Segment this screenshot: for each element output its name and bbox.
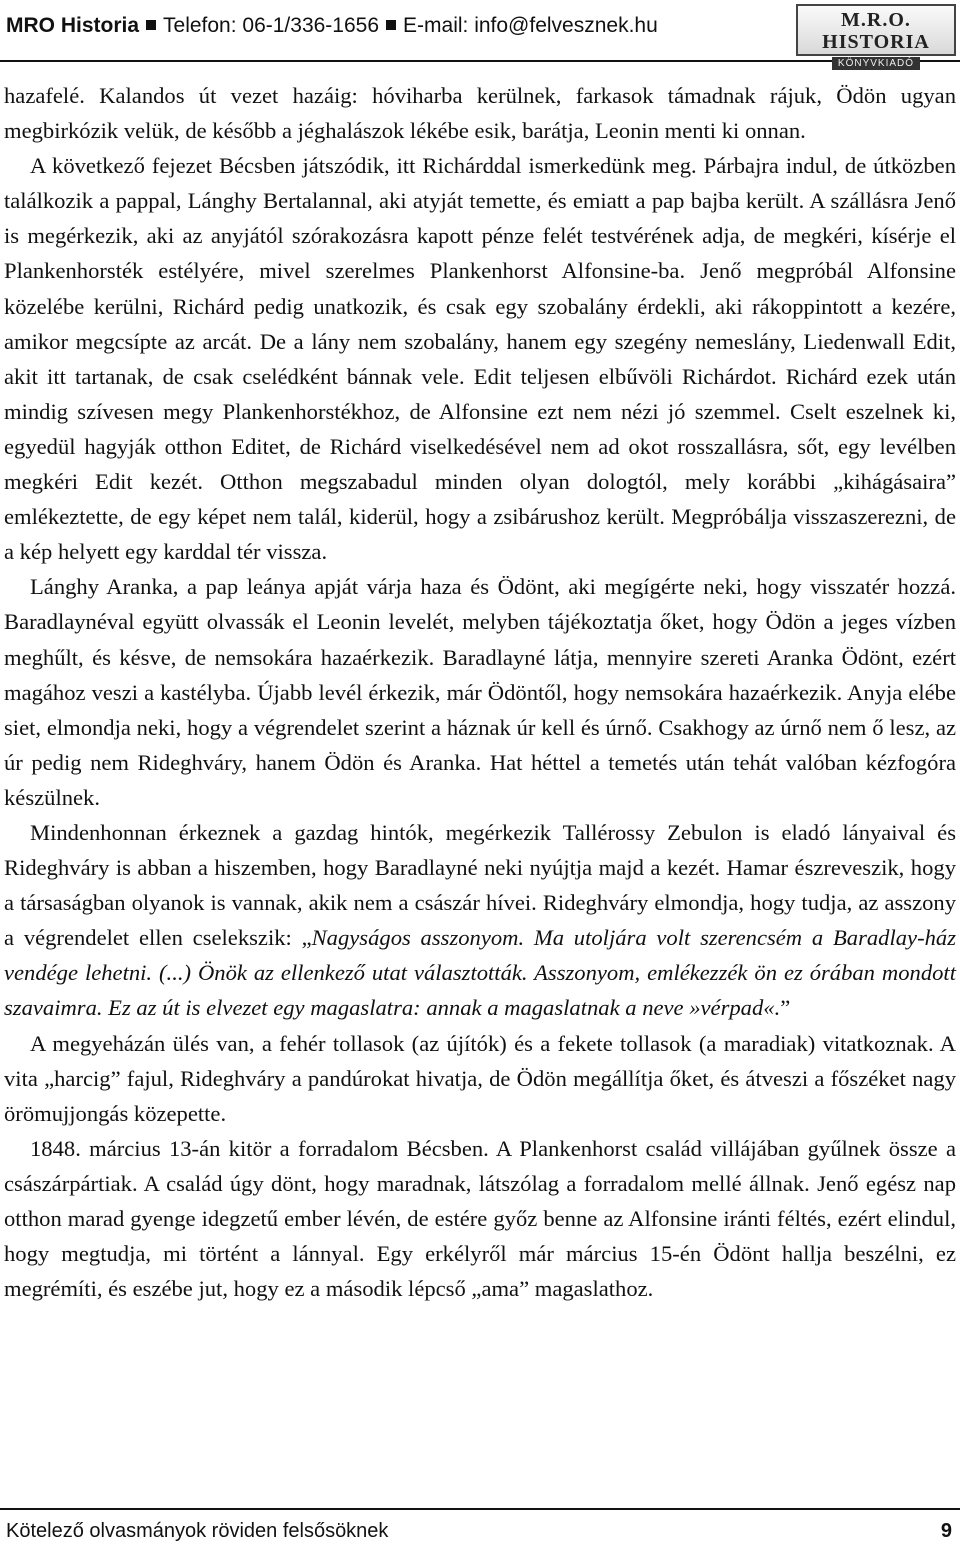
publisher-email: E-mail: info@felvesznek.hu	[403, 14, 658, 37]
paragraph-4-closing-quote: ”	[780, 995, 791, 1021]
paragraph-3: Lánghy Aranka, a pap leánya apját várja haza és Ödönt, aki megígérte neki, hogy visszatér hozzá. Baradlaynéval együtt olvassák el Leonin levelét, melyben tájékoztatja őket, hogy Ödön a jeges vízben meghűlt, és késve, de nemsokára hazaérkezik. Baradlayné látja, mennyire szereti Aranka Ödönt, ezért magához veszi a kastélyba. Újabb levél érkezik, már Ödöntől, hogy nemsokára hazaérkezik. Anyja elébe siet, elmondja neki, hogy a végrendelet szerint a háznak úr kell és úrnő. Csakhogy az úrnő nem ő lesz, az úr pedig nem Rideghváry, hanem Ödön és Aranka. Hat héttel a temetés után tehát valóban kézfogóra készülnek.	[4, 574, 956, 810]
square-bullet-icon	[386, 20, 396, 30]
paragraph-1: hazafelé. Kalandos út vezet hazáig: hóviharba kerülnek, farkasok támadnak rájuk, Ödön ugyan megbirkózik velük, de később a jéghalászok lékébe esik, barátja, Leonin menti ki onnan.	[4, 83, 956, 144]
paragraph-6: 1848. március 13-án kitör a forradalom Bécsben. A Plankenhorst család villájában gyűlnek össze a császárpártiak. A család úgy dönt, hogy maradnak, látszólag a forradalom mellé állnak. Jenő egész nap otthon marad gyenge idegzetű ember lévén, de estére győz benne az Alfonsine iránti féltés, ezért elindul, hogy megtudja, mi történt a lánnyal. Egy erkélyről már március 15-én Ödönt hallja beszélni, ez megrémíti, és eszébe jut, hogy ez a második lépcső „ama” magaslathoz.	[4, 1135, 956, 1302]
header-contact-line	[6, 14, 658, 38]
paragraph-5: A megyeházán ülés van, a fehér tollasok (az újítók) és a fekete tollasok (a maradiak) vitatkoznak. A vita „harcig” fajul, Rideghváry a pandúrokat hivatja, de Ödön megállítja őket, és átveszi a főszéket nagy örömujjongás közepette.	[4, 1030, 956, 1126]
logo-sub-text: KÖNYVKIADÓ	[832, 57, 920, 70]
publisher-phone: Telefon: 06-1/336-1656	[163, 14, 380, 37]
paragraph-4-text: Mindenhonnan érkeznek a gazdag hintók, megérkezik Tallérossy Zebulon is eladó lányaival és Rideghváry is abban a hiszemben, hogy Baradlayné neki nyújtja majd a kezét. Hamar észreveszik, hogy a társaságban olyanok is vannak, akik nem a császár hívei. Rideghváry elmondja, hogy tudja, az asszony a végrendelet ellen cselekszik: „	[4, 819, 956, 951]
paragraph-4-quote: Nagyságos asszonyom. Ma utoljára volt szerencsém a Baradlay-ház vendége lehetni. (...) Önök az ellenkező utat választották. Asszonyom, emlékezzék ön ez órában mondott szavaimra. Ez az út is elvezet egy magaslatra: annak a magaslatnak a neve »vérpad«.	[4, 925, 956, 1021]
publisher-logo	[796, 4, 956, 69]
footer-book-title: Kötelező olvasmányok röviden felsősöknek	[6, 1520, 389, 1542]
paragraph-2: A következő fejezet Bécsben játszódik, itt Richárddal ismerkedünk meg. Párbajra indul, de útközben találkozik a pappal, Lánghy Bertalannal, aki atyját temette, és emiatt a pap bajba került. A szállásra Jenő is megérkezik, aki az anyjától szórakozásra kapott pénze felét testvérének adja, de megkéri, kísérje el Plankenhorsték estélyére, mivel szerelmes Plankenhorst Alfonsine-ba. Jenő megpróbál Alfonsine közelébe kerülni, Richárd pedig unatkozik, és csak egy szobalány érdekli, aki rákoppintott a kezére, amikor megcsípte az arcát. De a lány nem szobalány, hanem egy szegény nemeslány, Liedenwall Edit, akit itt tartanak, de csak cselédként bánnak vele. Edit teljesen elbűvöli Richárdot. Richárd ezek után mindig szívesen megy Plankenhorstékhoz, de Alfonsine ezt nem nézi jó szemmel. Cselt eszelnek ki, egyedül hagyják otthon Editet, de Richárd viselkedésével nem ad okot rosszallásra, sőt, egy levélben megkéri Edit kezét. Otthon megszabadul minden olyan dologtól, mely korábbi „kihágásaira” emlékeztette, de egy képet nem talál, kiderül, hogy a zsibárushoz került. Megpróbálja visszaszerezni, de a kép helyett egy karddal tér vissza.	[4, 153, 956, 565]
page-footer	[0, 1508, 960, 1549]
logo-main-text: M.R.O. HISTORIA	[822, 9, 930, 53]
page-header	[0, 0, 960, 69]
publisher-name: MRO Historia	[6, 14, 140, 37]
page-number: 9	[940, 1520, 952, 1542]
square-bullet-icon	[146, 20, 156, 30]
body-text	[4, 78, 956, 1306]
paragraph-4	[4, 815, 956, 1026]
